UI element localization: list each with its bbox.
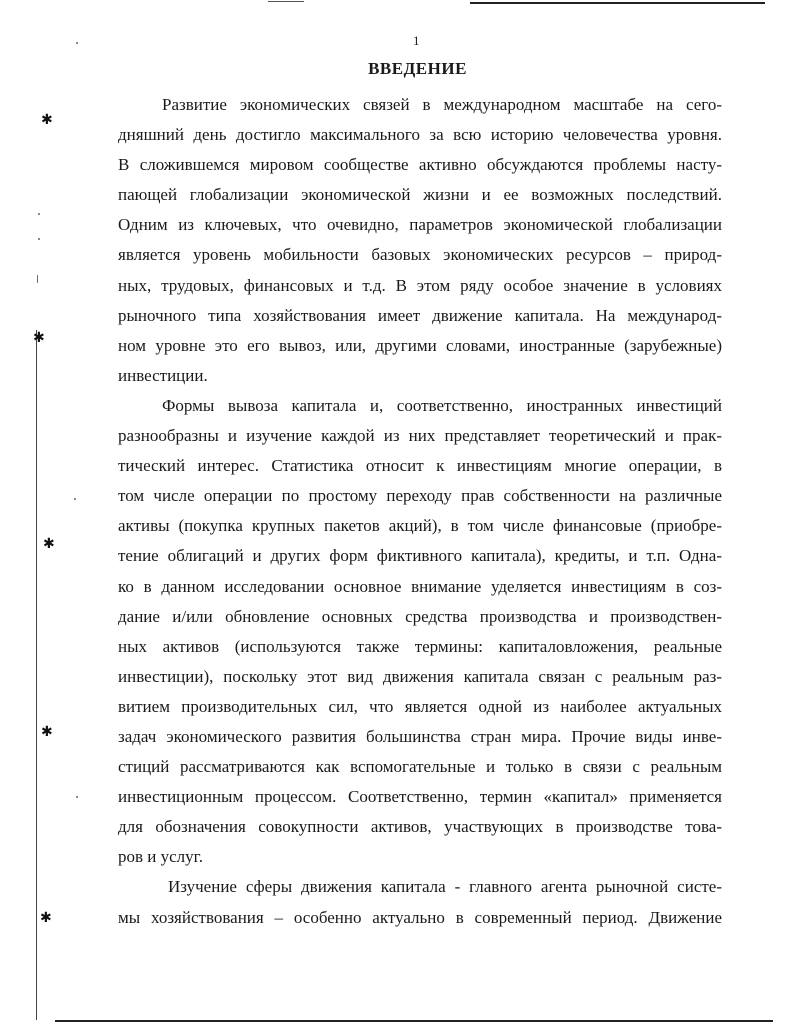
scan-speck-mark: ✱ [43,537,55,552]
scan-left-margin-line [36,330,37,1020]
text-line: является уровень мобильности базовых экономических ресурсов – природ- [118,245,722,265]
scan-dot [38,238,40,240]
text-line: дание и/или обновление основных средства производства и производствен- [118,606,722,626]
text-line: ров и услуг. [118,847,203,867]
page-title: ВВЕДЕНИЕ [368,59,467,78]
scan-speck-mark: ✱ [33,331,45,346]
text-line: дняшний день достигло максимального за всю историю человечества уровня. [118,125,722,145]
text-line: тение облигаций и других форм фиктивного капитала), кредиты, и т.п. Одна- [118,546,722,566]
text-line: мы хозяйствования – особенно актуально в современный период. Движение [118,907,722,927]
scan-speck-mark: ✱ [41,725,53,740]
text-line: рыночного типа хозяйствования имеет движение капитала. На международ- [118,305,722,325]
text-line: разнообразны и изучение каждой из них представляет теоретический и прак- [118,426,722,446]
text-line: тический интерес. Статистика относит к инвестициям многие операции, в [118,456,722,476]
text-line: ном уровне это его вывоз, или, другими словами, иностранные (зарубежные) [118,335,722,355]
text-line: Развитие экономических связей в международном масштабе на сего- [162,95,722,114]
scan-dot [74,498,76,500]
page-number: 1 [413,33,420,48]
text-line: задач экономического развития большинства стран мира. Прочие виды инве- [118,726,722,746]
text-line: инвестиции. [118,365,208,385]
scan-bottom-rule [55,1020,773,1022]
scan-top-rule-fragment [268,1,304,2]
scan-dot [76,796,78,798]
body-text [118,90,722,933]
text-line: инвестиционным процессом. Соответственно, термин «капитал» применяется [118,787,722,807]
text-line: ных, трудовых, финансовых и т.д. В этом ряду особое значение в условиях [118,275,722,295]
text-line: том числе операции по простому переходу прав собственности на различные [118,486,722,506]
text-line: пающей глобализации экономической жизни и ее возможных последствий. [118,185,722,205]
text-line: Формы вывоза капитала и, соответственно, иностранных инвестиций [162,395,722,415]
scan-speck-mark: ✱ [41,113,53,128]
scan-dot [37,275,38,283]
scan-top-rule [470,2,765,4]
text-line: ко в данном исследовании основное внимание уделяется инвестициям в соз- [118,576,722,596]
text-line: инвестиции), поскольку этот вид движения капитала связан с реальным раз- [118,666,722,686]
text-line: витием производительных сил, что является одной из наиболее актуальных [118,696,722,716]
text-line: для обозначения совокупности активов, участвующих в производстве това- [118,817,722,837]
text-line: ных активов (используются также термины: капиталовложения, реальные [118,636,722,656]
text-line: Изучение сферы движения капитала - главного агента рыночной систе- [168,877,722,897]
text-line: стиций рассматриваются как вспомогательные и только в связи с реальным [118,757,722,777]
text-line: Одним из ключевых, что очевидно, параметров экономической глобализации [118,215,722,235]
scan-dot [38,213,40,215]
scan-dot [76,42,78,44]
text-line: В сложившемся мировом сообществе активно обсуждаются проблемы насту- [118,155,722,175]
scan-speck-mark: ✱ [40,911,52,926]
text-line: активы (покупка крупных пакетов акций), в том числе финансовые (приобре- [118,516,722,536]
